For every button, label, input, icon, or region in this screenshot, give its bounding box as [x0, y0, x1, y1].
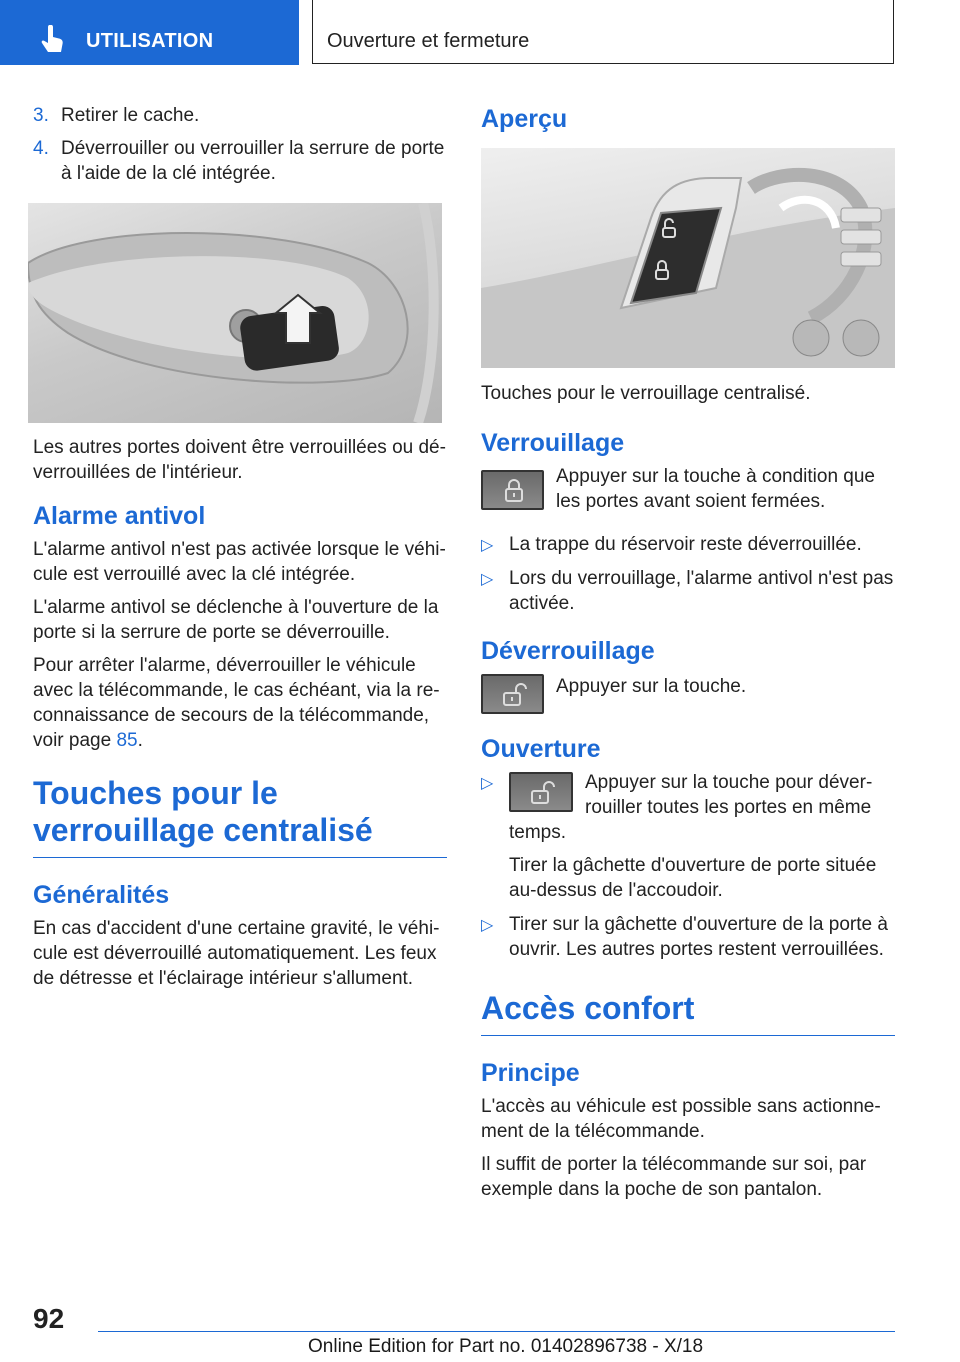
unlock-button-icon [509, 772, 573, 812]
general-text: En cas d'accident d'une certaine gravité, le véhicule est déverrouillé automatiquement. Les feux de détresse et l'éclairage intérieur s'allument. [33, 918, 440, 989]
lock-heading: Verrouillage [481, 429, 625, 457]
section-tab[interactable] [0, 0, 299, 65]
footer-divider [98, 1331, 895, 1332]
triangle-bullet-icon: ▷ [481, 917, 494, 934]
unlock-icon [528, 781, 556, 805]
central-locking-heading: Touches pour le verrouillage centralisé [33, 775, 447, 858]
alarm-heading: Alarme antivol [33, 502, 206, 530]
triangle-bullet-icon: ▷ [481, 537, 494, 554]
bullet-text: Appuyer sur la touche pour déverrouiller toutes les portes en même temps. [509, 772, 873, 843]
overview-caption: Touches pour le verrouillage centralisé. [481, 383, 811, 404]
step-4 [33, 136, 447, 186]
triangle-bullet-icon: ▷ [481, 775, 494, 792]
hand-pointer-icon [40, 25, 66, 55]
bullet-text: Tirer sur la gâchette d'ouverture de la porte à ouvrir. Les autres portes restent verrouillées. [509, 914, 888, 960]
unlock-icon [500, 683, 528, 707]
alarm-paragraph-1: L'alarme antivol n'est pas activée lorsque le véhicule est verrouillé avec la clé intégrée. [33, 539, 446, 585]
overview-heading: Aperçu [481, 105, 568, 133]
door-handle-illustration [28, 203, 442, 423]
right-column [481, 100, 895, 1210]
unlock-heading: Déverrouillage [481, 637, 655, 665]
open-bullet-1 [481, 770, 895, 903]
open-bullet-2 [481, 912, 895, 962]
door-panel-illustration [481, 148, 895, 368]
step-number: 3. [33, 105, 49, 126]
edition-text: Online Edition for Part no. 01402896738 - X/18 [308, 1336, 704, 1357]
step-number: 4. [33, 138, 49, 159]
bullet-subtext: Tirer la gâchette d'ouverture de porte située au-dessus de l'accoudoir. [509, 855, 877, 901]
unlock-text: Appuyer sur la touche. [556, 676, 747, 697]
lock-bullets [481, 532, 895, 616]
lock-button-icon [481, 470, 544, 510]
alarm-paragraph-2: L'alarme antivol se déclenche à l'ouverture de la porte si la serrure de porte se déverrouille. [33, 597, 439, 643]
alarm-paragraph-3-end: . [137, 730, 143, 751]
section-label: UTILISATION [86, 30, 214, 52]
lock-instruction [481, 464, 895, 514]
comfort-access-heading: Accès confort [481, 990, 895, 1036]
lock-icon [500, 479, 528, 503]
step-3 [33, 103, 447, 128]
step-text: Déverrouiller ou verrouiller la serrure de porte à l'aide de la clé intégrée. [61, 138, 445, 184]
door-handle-key-image [28, 203, 442, 423]
alarm-paragraph-3-text: Pour arrêter l'alarme, déverrouiller le véhicule avec la télécommande, le cas échéant, via la reconnaissance de secours de la télécommande, voir page [33, 655, 440, 751]
step-text: Retirer le cache. [61, 105, 200, 126]
lock-bullet-2 [481, 566, 895, 616]
principle-paragraph-2: Il suffit de porter la télécommande sur soi, par exemple dans la poche de son pantalon. [481, 1154, 867, 1200]
lock-bullet-1 [481, 532, 895, 557]
triangle-bullet-icon: ▷ [481, 571, 494, 588]
open-heading: Ouverture [481, 735, 601, 763]
principle-paragraph-1: L'accès au véhicule est possible sans actionnement de la télécommande. [481, 1096, 881, 1142]
general-heading: Généralités [33, 881, 170, 909]
alarm-paragraph-3 [33, 653, 447, 753]
chapter-tab[interactable] [312, 0, 894, 64]
bullet-text: La trappe du réservoir reste déverrouillée. [509, 534, 862, 555]
chapter-label: Ouverture et fermeture [327, 30, 530, 52]
page-number: 92 [33, 1303, 65, 1334]
principle-heading: Principe [481, 1059, 580, 1087]
unlock-button-icon [481, 674, 544, 714]
door-panel-buttons-image [481, 148, 895, 368]
bullet-text: Lors du verrouillage, l'alarme antivol n'est pas activée. [509, 568, 894, 614]
page-ref-link[interactable]: 85 [116, 730, 138, 751]
left-column [33, 103, 447, 999]
unlock-instruction [481, 674, 895, 714]
other-doors-text: Les autres portes doivent être verrouillées ou déverrouillées de l'intérieur. [33, 437, 446, 483]
lock-text: Appuyer sur la touche à condition que les portes avant soient fermées. [556, 466, 875, 512]
